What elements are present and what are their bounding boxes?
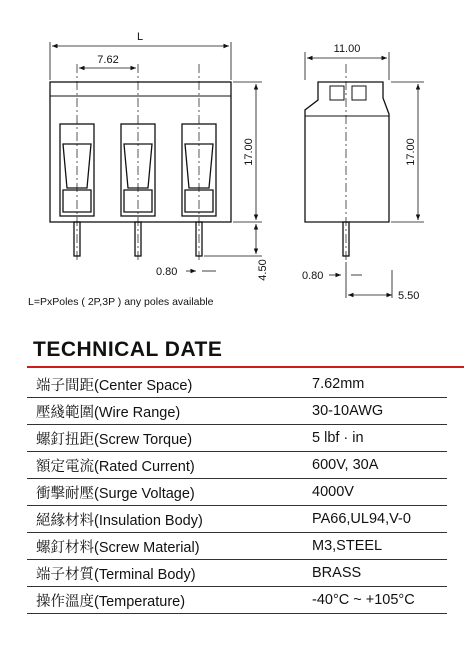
spec-value: -40°C ~ +105°C (306, 587, 447, 614)
dim-front-pin-width: 0.80 (156, 266, 178, 278)
spec-label: 衝擊耐壓(Surge Voltage) (27, 479, 306, 506)
spec-value: 30-10AWG (306, 398, 447, 425)
spec-label: 螺釘材料(Screw Material) (27, 533, 306, 560)
spec-label: 端子間距(Center Space) (27, 371, 306, 398)
section-divider (27, 366, 464, 368)
dim-overall-length: L (136, 31, 144, 43)
spec-table (27, 371, 447, 614)
spec-label: 絕緣材料(Insulation Body) (27, 506, 306, 533)
spec-row (27, 533, 447, 560)
spec-value: M3,STEEL (306, 533, 447, 560)
spec-row (27, 371, 447, 398)
dim-pitch: 7.62 (97, 54, 119, 66)
dim-side-width: 11.00 (333, 43, 361, 55)
spec-row (27, 425, 447, 452)
spec-row (27, 587, 447, 614)
spec-label: 操作溫度(Temperature) (27, 587, 306, 614)
spec-row (27, 452, 447, 479)
spec-label: 壓綫範圍(Wire Range) (27, 398, 306, 425)
dim-side-height: 17.00 (405, 138, 417, 166)
spec-row (27, 506, 447, 533)
poles-note: L=PxPoles ( 2P,3P ) any poles available (28, 296, 214, 308)
spec-row (27, 479, 447, 506)
spec-value: PA66,UL94,V-0 (306, 506, 447, 533)
spec-label: 額定電流(Rated Current) (27, 452, 306, 479)
dim-pin-offset: 5.50 (398, 290, 420, 300)
spec-row (27, 560, 447, 587)
spec-value: 4000V (306, 479, 447, 506)
side-view (305, 82, 389, 256)
technical-drawing (0, 0, 469, 300)
spec-value: 600V, 30A (306, 452, 447, 479)
spec-value: BRASS (306, 560, 447, 587)
spec-value: 5 lbf · in (306, 425, 447, 452)
spec-label: 端子材質(Terminal Body) (27, 560, 306, 587)
spec-value: 7.62mm (306, 371, 447, 398)
dim-front-height: 17.00 (243, 138, 255, 166)
spec-label: 螺釘扭距(Screw Torque) (27, 425, 306, 452)
dim-pin-length: 4.50 (257, 259, 269, 281)
section-title: TECHNICAL DATE (33, 338, 223, 361)
spec-row (27, 398, 447, 425)
dim-side-pin-width: 0.80 (302, 270, 324, 282)
